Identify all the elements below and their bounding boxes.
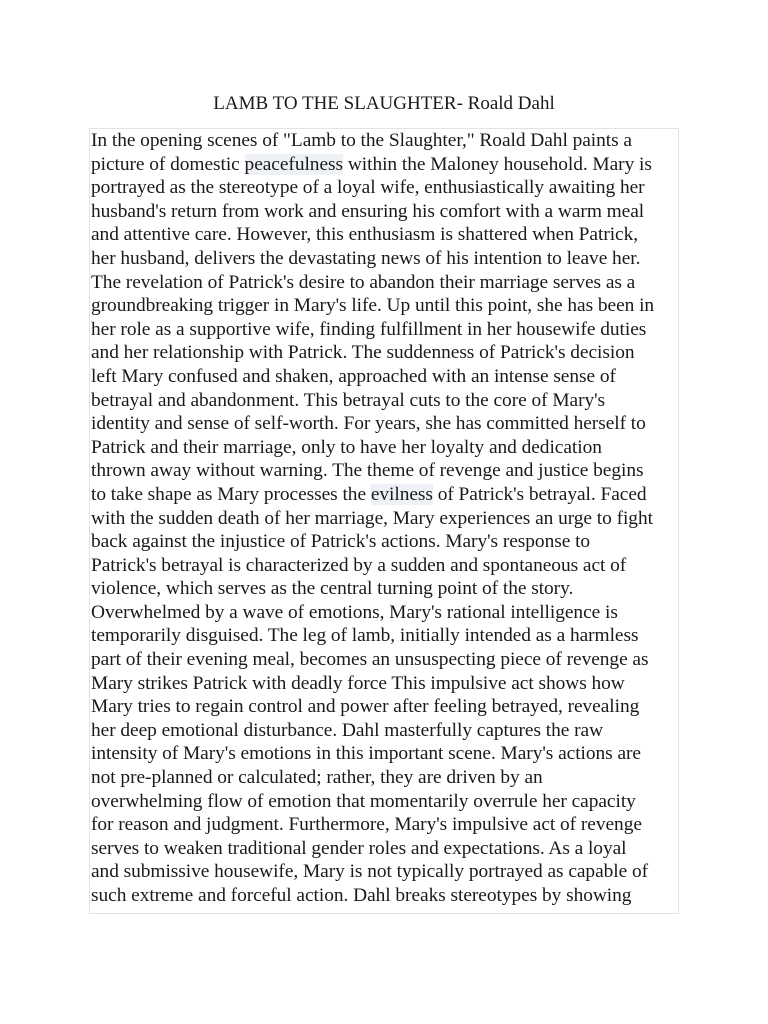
text-run: groundbreaking trigger in Mary's life. Up until this point, she has been in bbox=[91, 295, 655, 317]
text-line bbox=[91, 719, 678, 743]
text-line bbox=[91, 860, 678, 884]
text-run: such extreme and forceful action. Dahl breaks stereotypes by showing bbox=[91, 885, 632, 906]
text-line bbox=[91, 766, 678, 790]
text-run: part of their evening meal, becomes an unsuspecting piece of revenge as bbox=[91, 649, 649, 671]
text-run: left Mary confused and shaken, approached with an intense sense of bbox=[91, 365, 616, 387]
text-run: to take shape as Mary processes the bbox=[91, 483, 371, 505]
text-line bbox=[91, 577, 678, 601]
text-line bbox=[91, 742, 678, 766]
text-line bbox=[91, 271, 678, 295]
text-line bbox=[91, 554, 678, 578]
text-line bbox=[91, 223, 678, 247]
text-run: violence, which serves as the central turning point of the story. bbox=[91, 578, 574, 600]
text-run: betrayal and abandonment. This betrayal cuts to the core of Mary's bbox=[91, 389, 606, 411]
text-line bbox=[91, 247, 678, 271]
text-line bbox=[91, 436, 678, 460]
text-run: picture of domestic bbox=[91, 153, 245, 175]
text-line bbox=[91, 176, 678, 200]
text-line bbox=[91, 318, 678, 342]
text-run: and submissive housewife, Mary is not typically portrayed as capable of bbox=[91, 861, 649, 883]
text-run: Overwhelmed by a wave of emotions, Mary's rational intelligence is bbox=[91, 601, 618, 623]
text-line bbox=[91, 790, 678, 814]
text-run: for reason and judgment. Furthermore, Mary's impulsive act of revenge bbox=[91, 814, 642, 836]
text-run: her deep emotional disturbance. Dahl masterfully captures the raw bbox=[91, 719, 604, 741]
highlighted-word: evilness bbox=[370, 483, 433, 505]
text-run: portrayed as the stereotype of a loyal wife, enthusiastically awaiting her bbox=[91, 177, 645, 199]
text-run: temporarily disguised. The leg of lamb, initially intended as a harmless bbox=[91, 625, 639, 647]
text-line bbox=[91, 601, 678, 625]
text-run: intensity of Mary's emotions in this important scene. Mary's actions are bbox=[91, 743, 641, 765]
text-run: of Patrick's betrayal. Faced bbox=[432, 483, 647, 505]
text-line bbox=[91, 294, 678, 318]
text-line bbox=[91, 837, 678, 861]
text-line bbox=[91, 412, 678, 436]
text-line bbox=[91, 153, 678, 177]
text-run: serves to weaken traditional gender roles and expectations. As a loyal bbox=[91, 837, 627, 859]
text-run: Patrick and their marriage, only to have her loyalty and dedication bbox=[91, 436, 602, 458]
text-line bbox=[91, 459, 678, 483]
text-line bbox=[91, 341, 678, 365]
text-line bbox=[91, 813, 678, 837]
text-run: with the sudden death of her marriage, Mary experiences an urge to fight bbox=[91, 507, 653, 529]
text-line bbox=[91, 483, 678, 507]
text-run: her role as a supportive wife, finding fulfillment in her housewife duties bbox=[91, 318, 647, 340]
text-line bbox=[91, 389, 678, 413]
text-run: and attentive care. However, this enthusiasm is shattered when Patrick, bbox=[91, 224, 639, 246]
text-line bbox=[91, 200, 678, 224]
text-line bbox=[91, 672, 678, 696]
text-run: husband's return from work and ensuring his comfort with a warm meal bbox=[91, 200, 645, 222]
text-run: her husband, delivers the devastating news of his intention to leave her. bbox=[91, 247, 641, 269]
text-run: Mary strikes Patrick with deadly force This impulsive act shows how bbox=[91, 672, 625, 694]
text-line bbox=[91, 624, 678, 648]
text-run: and her relationship with Patrick. The suddenness of Patrick's decision bbox=[91, 342, 635, 364]
text-line bbox=[91, 884, 678, 908]
text-run: overwhelming flow of emotion that momentarily overrule her capacity bbox=[91, 790, 636, 812]
page-title: LAMB TO THE SLAUGHTER- Roald Dahl bbox=[213, 93, 555, 114]
text-line bbox=[91, 530, 678, 554]
text-run: In the opening scenes of "Lamb to the Slaughter," Roald Dahl paints a bbox=[91, 130, 632, 151]
text-line bbox=[91, 129, 678, 153]
highlighted-word: peacefulness bbox=[244, 153, 344, 175]
text-line bbox=[91, 507, 678, 531]
text-line bbox=[91, 648, 678, 672]
text-line bbox=[91, 695, 678, 719]
text-run: thrown away without warning. The theme of revenge and justice begins bbox=[91, 460, 644, 482]
essay-text-box bbox=[89, 128, 679, 914]
text-run: within the Maloney household. Mary is bbox=[343, 153, 652, 175]
text-line bbox=[91, 365, 678, 389]
text-run: The revelation of Patrick's desire to abandon their marriage serves as a bbox=[91, 271, 636, 293]
text-run: identity and sense of self-worth. For years, she has committed herself to bbox=[91, 413, 646, 435]
text-run: Patrick's betrayal is characterized by a sudden and spontaneous act of bbox=[91, 554, 627, 576]
text-run: Mary tries to regain control and power after feeling betrayed, revealing bbox=[91, 696, 640, 718]
text-run: back against the injustice of Patrick's actions. Mary's response to bbox=[91, 531, 591, 553]
text-run: not pre-planned or calculated; rather, they are driven by an bbox=[91, 767, 543, 789]
